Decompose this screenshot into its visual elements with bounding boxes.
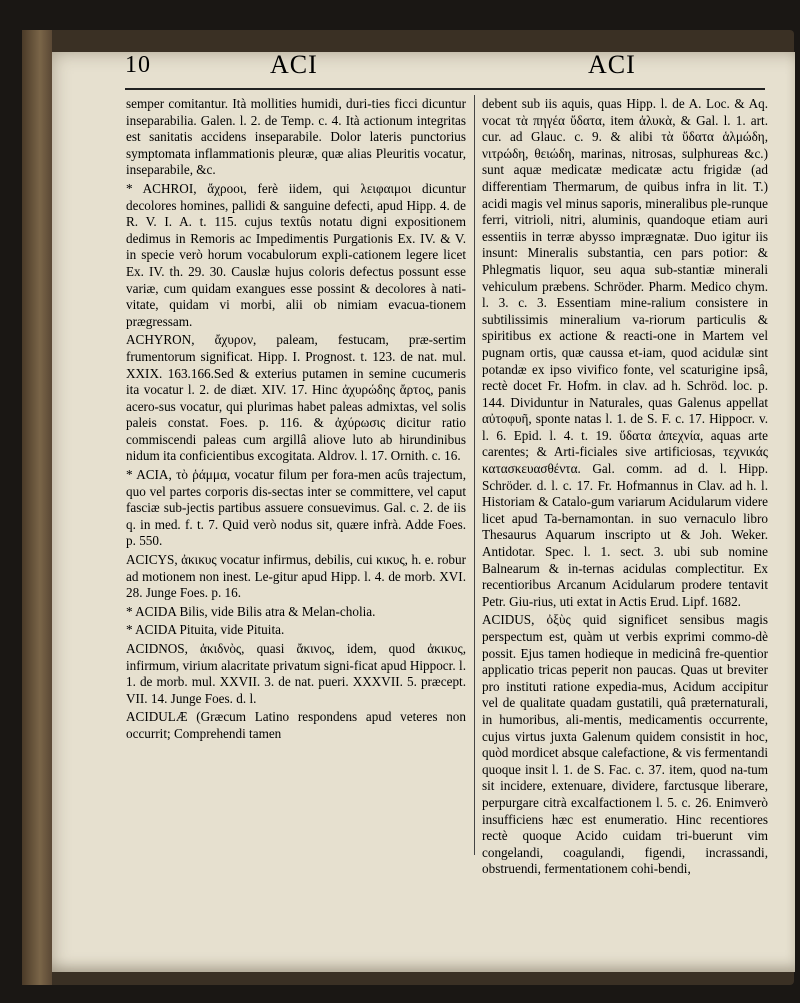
book-binding xyxy=(22,30,52,985)
column-divider xyxy=(474,95,475,855)
left-column xyxy=(126,96,466,743)
header-rule xyxy=(125,88,765,90)
running-head-right: ACI xyxy=(588,50,636,79)
entry-acida-pituita: * ACIDA Pituita, vide Pituita. xyxy=(126,622,285,638)
right-paragraph: debent sub iis aquis, quas Hipp. l. de A. Loc. & Aq. vocat τὰ πηγέα ὕδατα, item ἀλυκὰ, & Gal. l. 1. art. cur. ad Glauc. c. 9. & alibi τὰ ὕδατα ἁλμώδη, νιτρώδη, θειώδη, marinas, nitrosas, sulphureas &c.) sunt aquæ medicatæ medicatæ actu frigidæ (ad differentiam Thermarum, de quibus infra in lit. T.) acidi magis vel minus saporis, mineralibus ple-runque ferri, vitrioli, nitri, aluminis, quandoque etiam auri essentiis in terræ abysso imprægnatæ. Duo igitur iis insunt: Mineralis substantia, cen pars potior: & Phlegmatis liquor, seu aqua sub-stantiæ minerali vehiculum præbens. Schröder. Pharm. Medico chym. l. 3. c. 3. Essentiam mine-ralium consistere in subtilissimis mineralium va-riorum particulis & spiritibus ex actione & reacti-one in Martem vel pugnam ortis, quæ caussa et-iam, quod acidulæ sint potandæ ex ipso vivifico fonte, vel scaturigine ipsâ, rectè docet Fr. Hofm. in clav. ad h. Schröd. loc. p. 144. Dividuntur in Naturales, quas Galenus appellat αὐτοφυῆ, sponte natas l. 1. de S. F. c. 17. Hippocr. v. l. 6. Epid. l. 4. t. 19. ὕδατα ἀπεχνία, aquas arte carentes; & Arti-ficiales sive artificiosas, τεχνικάς κατασκευασθέντα. Gal. comm. ad d. l. Hipp. Schröder. d. l. c. 17. Fr. Hofmannus in Clav. ad h. l. Historiam & Catalo-gum variarum Acidularum videre licet apud Ta-bernamontan. in suo vernaculo libro Thesaurus Aquarum inscripto ut & Joh. Weker. Antidotar. Spec. l. 1. sect. 3. ubi sub nomine Balnearum & in-ternas acidulas complectitur. Ex recentioribus Arcanum Acidularum prodere tentavit Petr. Giu-rius, uti extat in Actis Erud. Lipf. 1682. xyxy=(482,96,768,609)
page-number: 10 xyxy=(125,52,151,78)
right-column xyxy=(482,96,768,878)
entry-acicys: ACICYS, ἀκικυς vocatur infirmus, debilis, cui κικυς, h. e. robur ad motionem non inest. Le-gitur apud Hipp. l. 4. de morb. XVI. 28. Junge Foes. p. 16. xyxy=(126,552,466,601)
entry-acida-bilis: * ACIDA Bilis, vide Bilis atra & Melan-cholia. xyxy=(126,603,376,619)
entry-achyron: ACHYRON, ἄχυρον, paleam, festucam, præ-sertim frumentorum significat. Hipp. I. Prognost. t. 123. de nat. mul. XXIX. 163.166.Sed & exterius putamen in semine cucumeris ita vocatur l. 2. de diæt. XIV. 17. Hinc ἀχυρώδης ἄρτος, panis acero-sus vocatur, qui plurimas habet paleas admixtas, vel solis paleis constat. Foes. p. 116. & ἀχύρωσις dicitur ratio commiscendi paleas cum argillâ aliove luto ab hirundinibus nidum ita conficientibus excogitata. Aldrov. l. 17. Ornith. c. 16. xyxy=(126,332,466,464)
left-paragraph: semper comitantur. Ità mollities humidi, duri-ties ficci dicuntur inseparabilia. Galen. l. 2. de Temp. c. 4. Ità actionum integritas est sanitatis accidens inseparabile. Dolor lateris punctorius symptomata inflammationis pleuræ, quæ alias Pleuritis vocatur, inseparabile, &c. xyxy=(126,96,466,178)
entry-acia: * ACIA, τὸ ῥάμμα, vocatur filum per fora-men acûs trajectum, quo vel partes corporis dis-sectas inter se committere, vel caput fasciæ sub-jectis partibus assuere consuevimus. Gal. c. 2. de iis q. in med. f. t. 7. Quid verò nodus sit, quære infrà. Adde Foes. p. 550. xyxy=(126,467,466,549)
entry-acidus: ACIDUS, ὀξὺς quid significet sensibus magis perspectum est, quàm ut verbis exprimi commo-dè possit. Ejus tamen hodieque in medicinâ fre-quentior applicatio tricas peperit non paucas. Quas ut breviter pro instituti ratione expedia-mus, Acidum accipitur vel de qualitate quadam gustatili, quâ præternaturali, in humoribus, ali-mentis, medicamentis occurrente, cujus virtus juxta Galenum quidem consistit in hoc, quòd mordicet absque calefactione, & vis fermentandi quoque insit l. 1. de S. Fac. c. 37. item, quod na-tum sit incidere, extenuare, dividere, farctusque liberare, perpurgare citrà excalfactionem l. 5. c. 26. Enimverò insufficiens hæc est enumeratio. Hinc recentiores rectè quoque Acido cuidam tri-buerunt vim congelandi, coagulandi, figendi, incrassandi, obstruendi, fermentationem cohi-bendi, xyxy=(482,612,768,877)
entry-acidnos: ACIDNOS, ἀκιδνὸς, quasi ἄκινος, idem, quod ἀκικυς, infirmum, virium alacritate privatum signi-ficat apud Hippocr. l. 1. de morb. mul. XXVII. 3. de nat. pueri. XXXVII. 5. præcept. VII. 14. Junge Foes. d. l. xyxy=(126,641,466,706)
running-head-left: ACI xyxy=(270,50,318,79)
entry-achroi: * ACHROI, ἄχροοι, ferè iidem, qui λειφαιμοι dicuntur decolores homines, pallidi & sanguine defecti, apud Hipp. 4. de R. V. I. A. t. 115. cujus textûs notatu digni expositionem dedimus in Remoris ac Impedimentis Purgationis Ex. IV. & V. in specie verò horum vocabulorum expli-cationem legere licet Ex. IV. th. 29. 30. Causlæ hujus coloris defectus possunt esse variæ, cum quidam exangues esse possint & decolores à nati-vitate, quidam vi morbi, alii ob nimiam evacua-tionem prægressam. xyxy=(126,180,466,329)
entry-acidulae: ACIDULÆ (Græcum Latino respondens apud veteres non occurrit; Comprehendi tamen xyxy=(126,709,466,741)
